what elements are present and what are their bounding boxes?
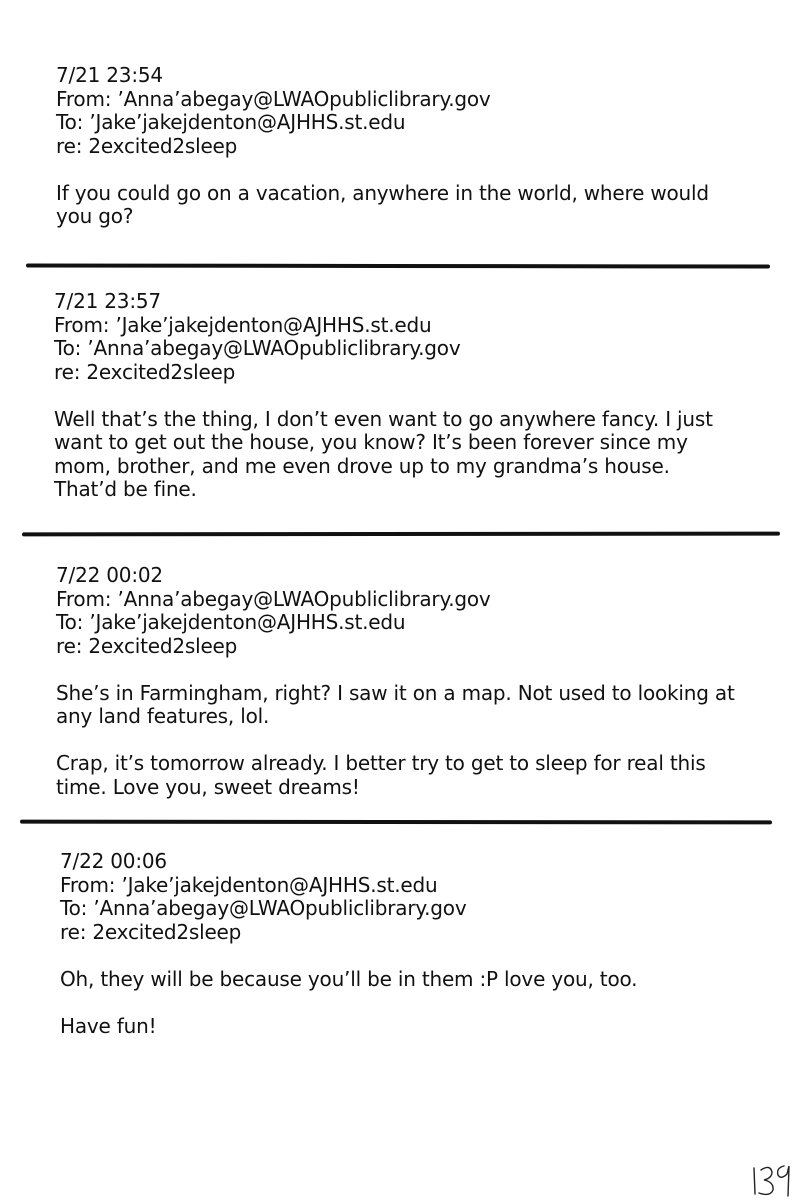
email-paragraph: Crap, it’s tomorrow already. I better try to get to sleep for real this time. Love you, sweet dreams! [56,751,706,799]
email-to: To: ’Anna’abegay@LWAOpubliclibrary.gov [54,336,461,360]
email-body [60,968,740,1039]
email-paragraph: She’s in Farmingham, right? I saw it on a map. Not used to looking at any land features, lol. [56,680,735,728]
email-timestamp: 7/22 00:02 [56,563,163,587]
email-timestamp: 7/21 23:57 [54,289,161,313]
email-from: From: ’Jake’jakejdenton@AJHHS.st.edu [54,312,432,337]
email-message [60,850,740,1062]
email-subject: re: 2excited2sleep [60,919,242,944]
email-paragraph: Well that’s the thing, I don’t even want to go anywhere fancy. I just want to get out the house, you know? It’s been forever since my mom, brother, and me even drove up to my grandma’s house. That’d be fine. [54,406,713,501]
email-body [54,408,734,502]
email-timestamp: 7/21 23:54 [56,63,163,87]
email-from: From: ’Anna’abegay@LWAOpubliclibrary.gov [56,86,491,111]
divider [20,820,772,825]
email-subject: re: 2excited2sleep [56,133,238,158]
email-message [56,64,746,252]
email-from: From: ’Jake’jakejdenton@AJHHS.st.edu [60,872,438,897]
divider [26,263,770,268]
email-message [54,290,734,525]
email-paragraph: Have fun! [60,1013,157,1038]
email-to: To: ’Jake’jakejdenton@AJHHS.st.edu [56,110,406,134]
page-number-handwritten [748,1160,794,1198]
email-to: To: ’Jake’jakejdenton@AJHHS.st.edu [56,610,406,634]
email-to: To: ’Anna’abegay@LWAOpubliclibrary.gov [60,896,467,920]
email-body [56,682,740,800]
email-subject: re: 2excited2sleep [56,633,238,658]
divider [22,532,780,537]
email-message [56,564,740,823]
email-from: From: ’Anna’abegay@LWAOpubliclibrary.gov [56,586,491,611]
email-subject: re: 2excited2sleep [54,359,236,384]
email-timestamp: 7/22 00:06 [60,849,167,873]
email-body [56,182,746,229]
email-paragraph: If you could go on a vacation, anywhere in the world, where would you go? [56,180,709,228]
email-paragraph: Oh, they will be because you’ll be in them :P love you, too. [60,966,638,991]
